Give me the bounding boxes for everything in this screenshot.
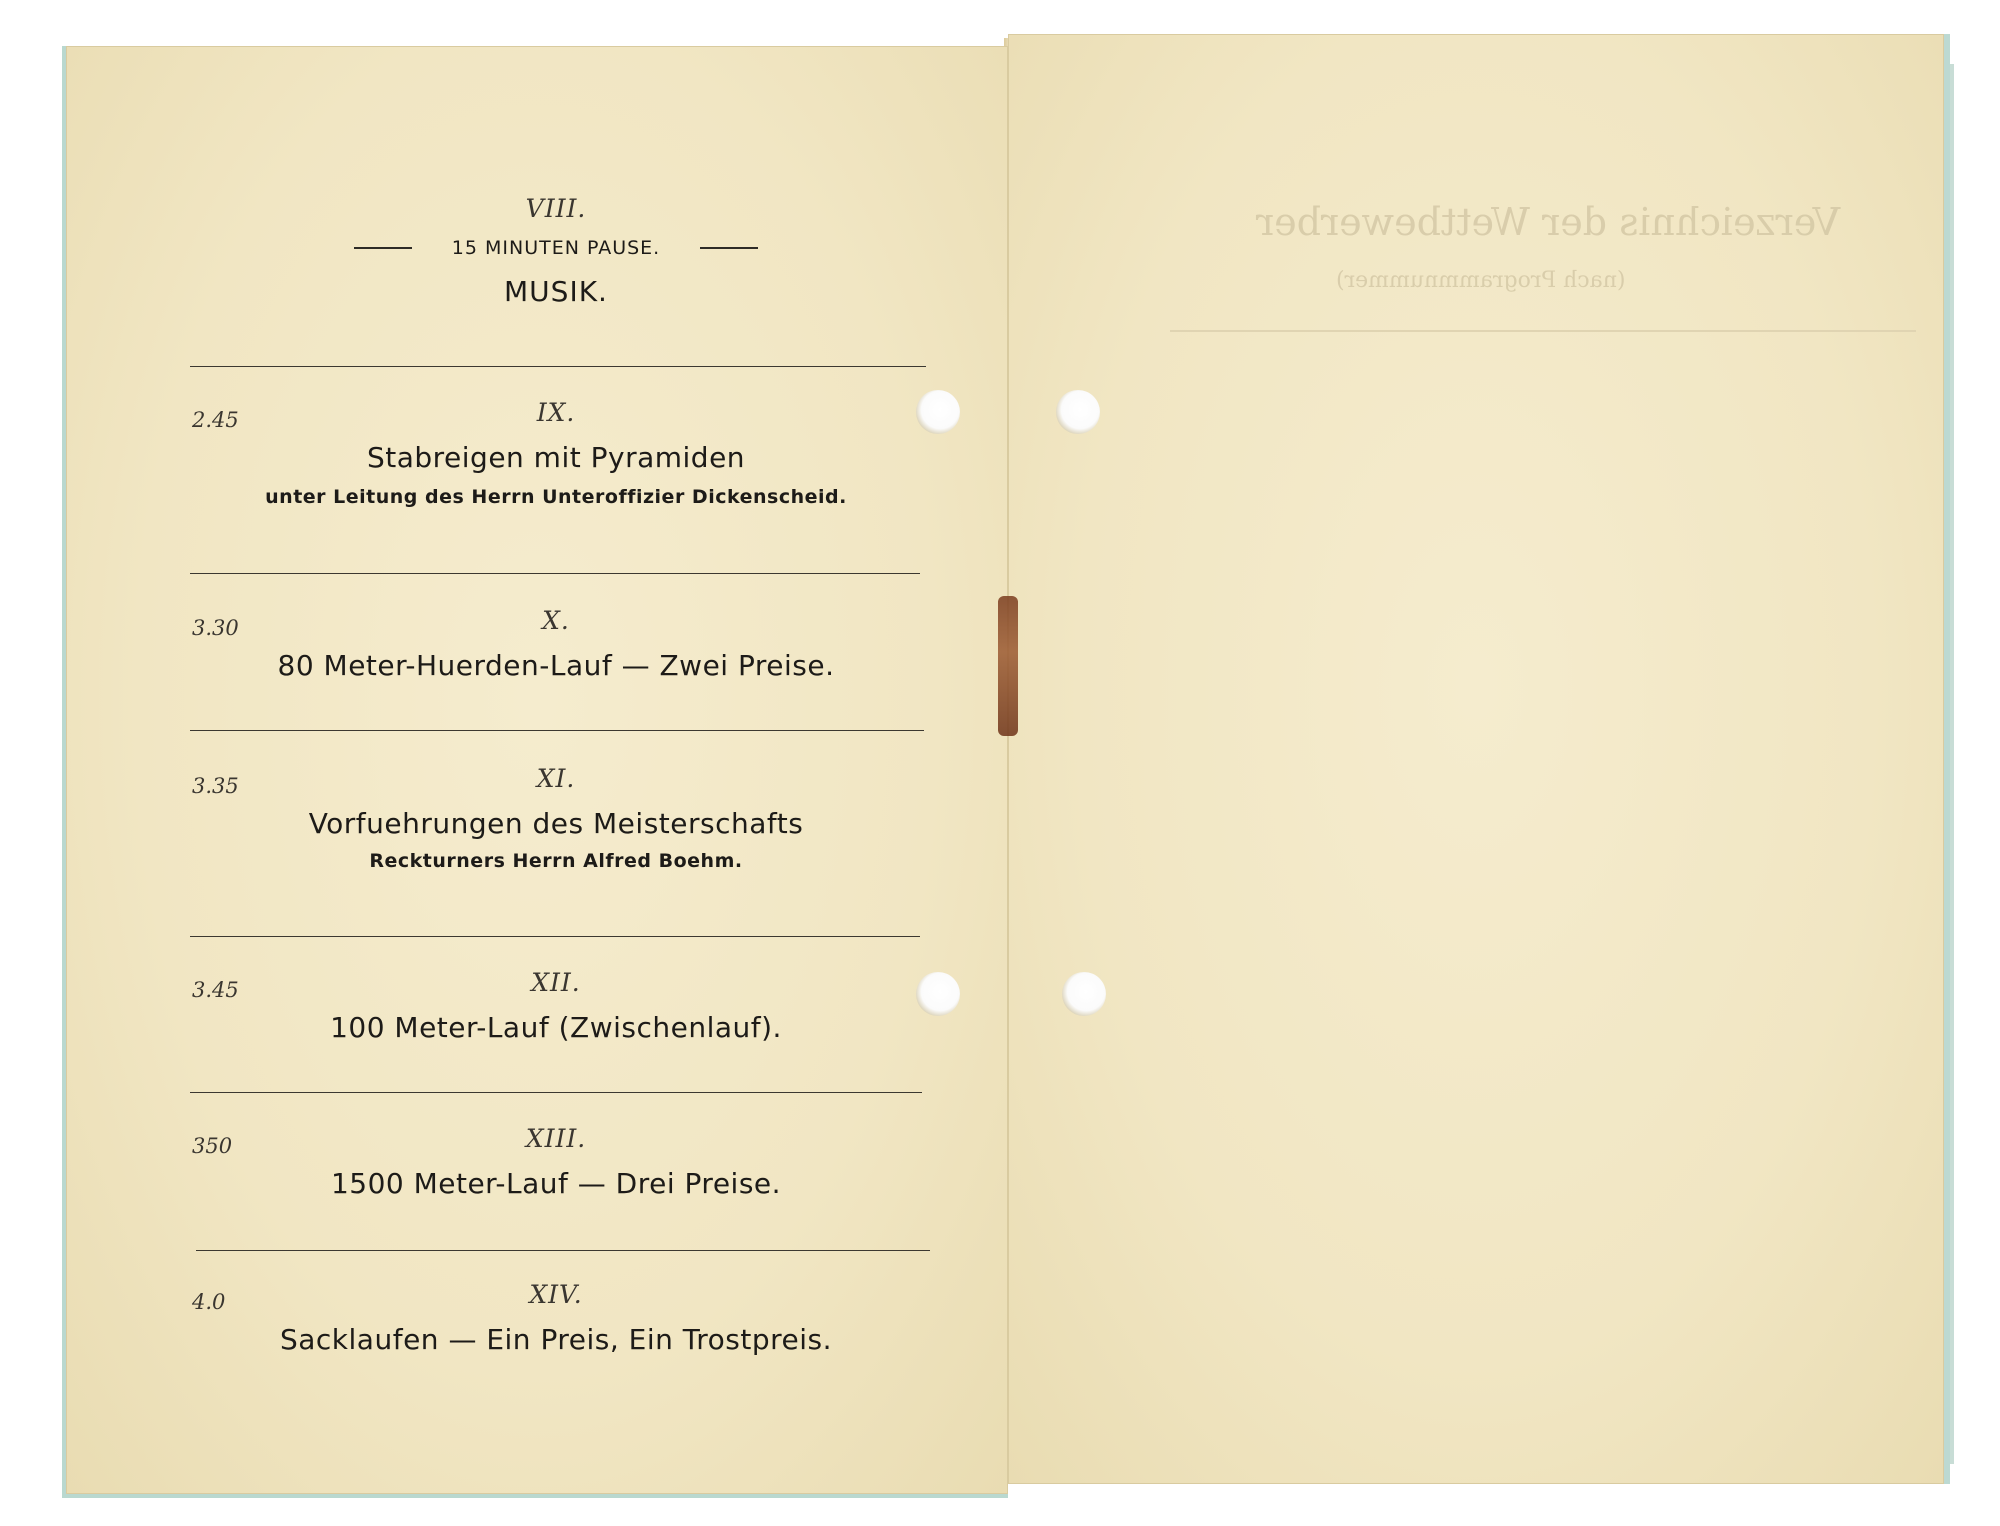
binding-stitch (998, 596, 1018, 736)
pause-block (186, 194, 926, 308)
program-title: 80 Meter-Huerden-Lauf — Zwei Preise. (277, 649, 835, 682)
program-subtitle: unter Leitung des Herrn Unteroffizier Dickenscheid. (265, 486, 847, 508)
page-edge (1950, 64, 1954, 1464)
item-time: 4.0 (192, 1290, 226, 1314)
binding-hole (916, 972, 960, 1016)
program-title: Stabreigen mit Pyramiden (366, 441, 746, 474)
dash-right (700, 247, 758, 249)
program-item (186, 1280, 926, 1356)
divider-rule (190, 936, 920, 937)
item-time: 3.30 (192, 616, 239, 640)
program-numeral: IX. (536, 398, 576, 427)
program-item (186, 968, 926, 1044)
program-item (186, 606, 926, 682)
right-page (1008, 34, 1950, 1484)
program-title: Sacklaufen — Ein Preis, Ein Trostpreis. (279, 1323, 833, 1356)
divider-rule (190, 573, 920, 574)
pause-text: 15 MINUTEN PAUSE. (451, 237, 661, 259)
program-numeral: XIV. (529, 1280, 583, 1309)
binding-hole (1062, 972, 1106, 1016)
program-item (186, 398, 926, 508)
dash-left (354, 247, 412, 249)
program-item (186, 1124, 926, 1200)
bleed-through-rule (1170, 330, 1916, 332)
binding-hole (916, 390, 960, 434)
booklet (56, 28, 1960, 1498)
item-time: 3.45 (192, 978, 239, 1002)
program-subtitle: Reckturners Herrn Alfred Boehm. (369, 850, 743, 872)
pause-line (186, 237, 926, 259)
program-numeral: XI. (536, 764, 576, 793)
divider-rule (190, 366, 926, 367)
item-time: 2.45 (192, 408, 239, 432)
program-title: Vorfuehrungen des Meisterschafts (308, 807, 804, 840)
divider-rule (196, 1250, 930, 1251)
program-title: 100 Meter-Lauf (Zwischenlauf). (330, 1011, 782, 1044)
music-text: MUSIK. (504, 275, 608, 308)
left-page (62, 46, 1008, 1498)
bleed-through-title: Verzeichnis der Wettbewerber (1256, 200, 1841, 244)
program-numeral: XIII. (525, 1124, 587, 1153)
divider-rule (190, 1092, 922, 1093)
binding-hole (1056, 390, 1100, 434)
item-time: 350 (192, 1134, 233, 1158)
program-numeral: X. (542, 606, 570, 635)
item-time: 3.35 (192, 774, 239, 798)
program-numeral: XII. (531, 968, 581, 997)
program-item (186, 764, 926, 872)
bleed-through-subtitle: (nach Programmnummer) (1336, 268, 1626, 293)
program-numeral: VIII. (525, 194, 587, 223)
program-title: 1500 Meter-Lauf — Drei Preise. (330, 1167, 782, 1200)
divider-rule (190, 730, 924, 731)
